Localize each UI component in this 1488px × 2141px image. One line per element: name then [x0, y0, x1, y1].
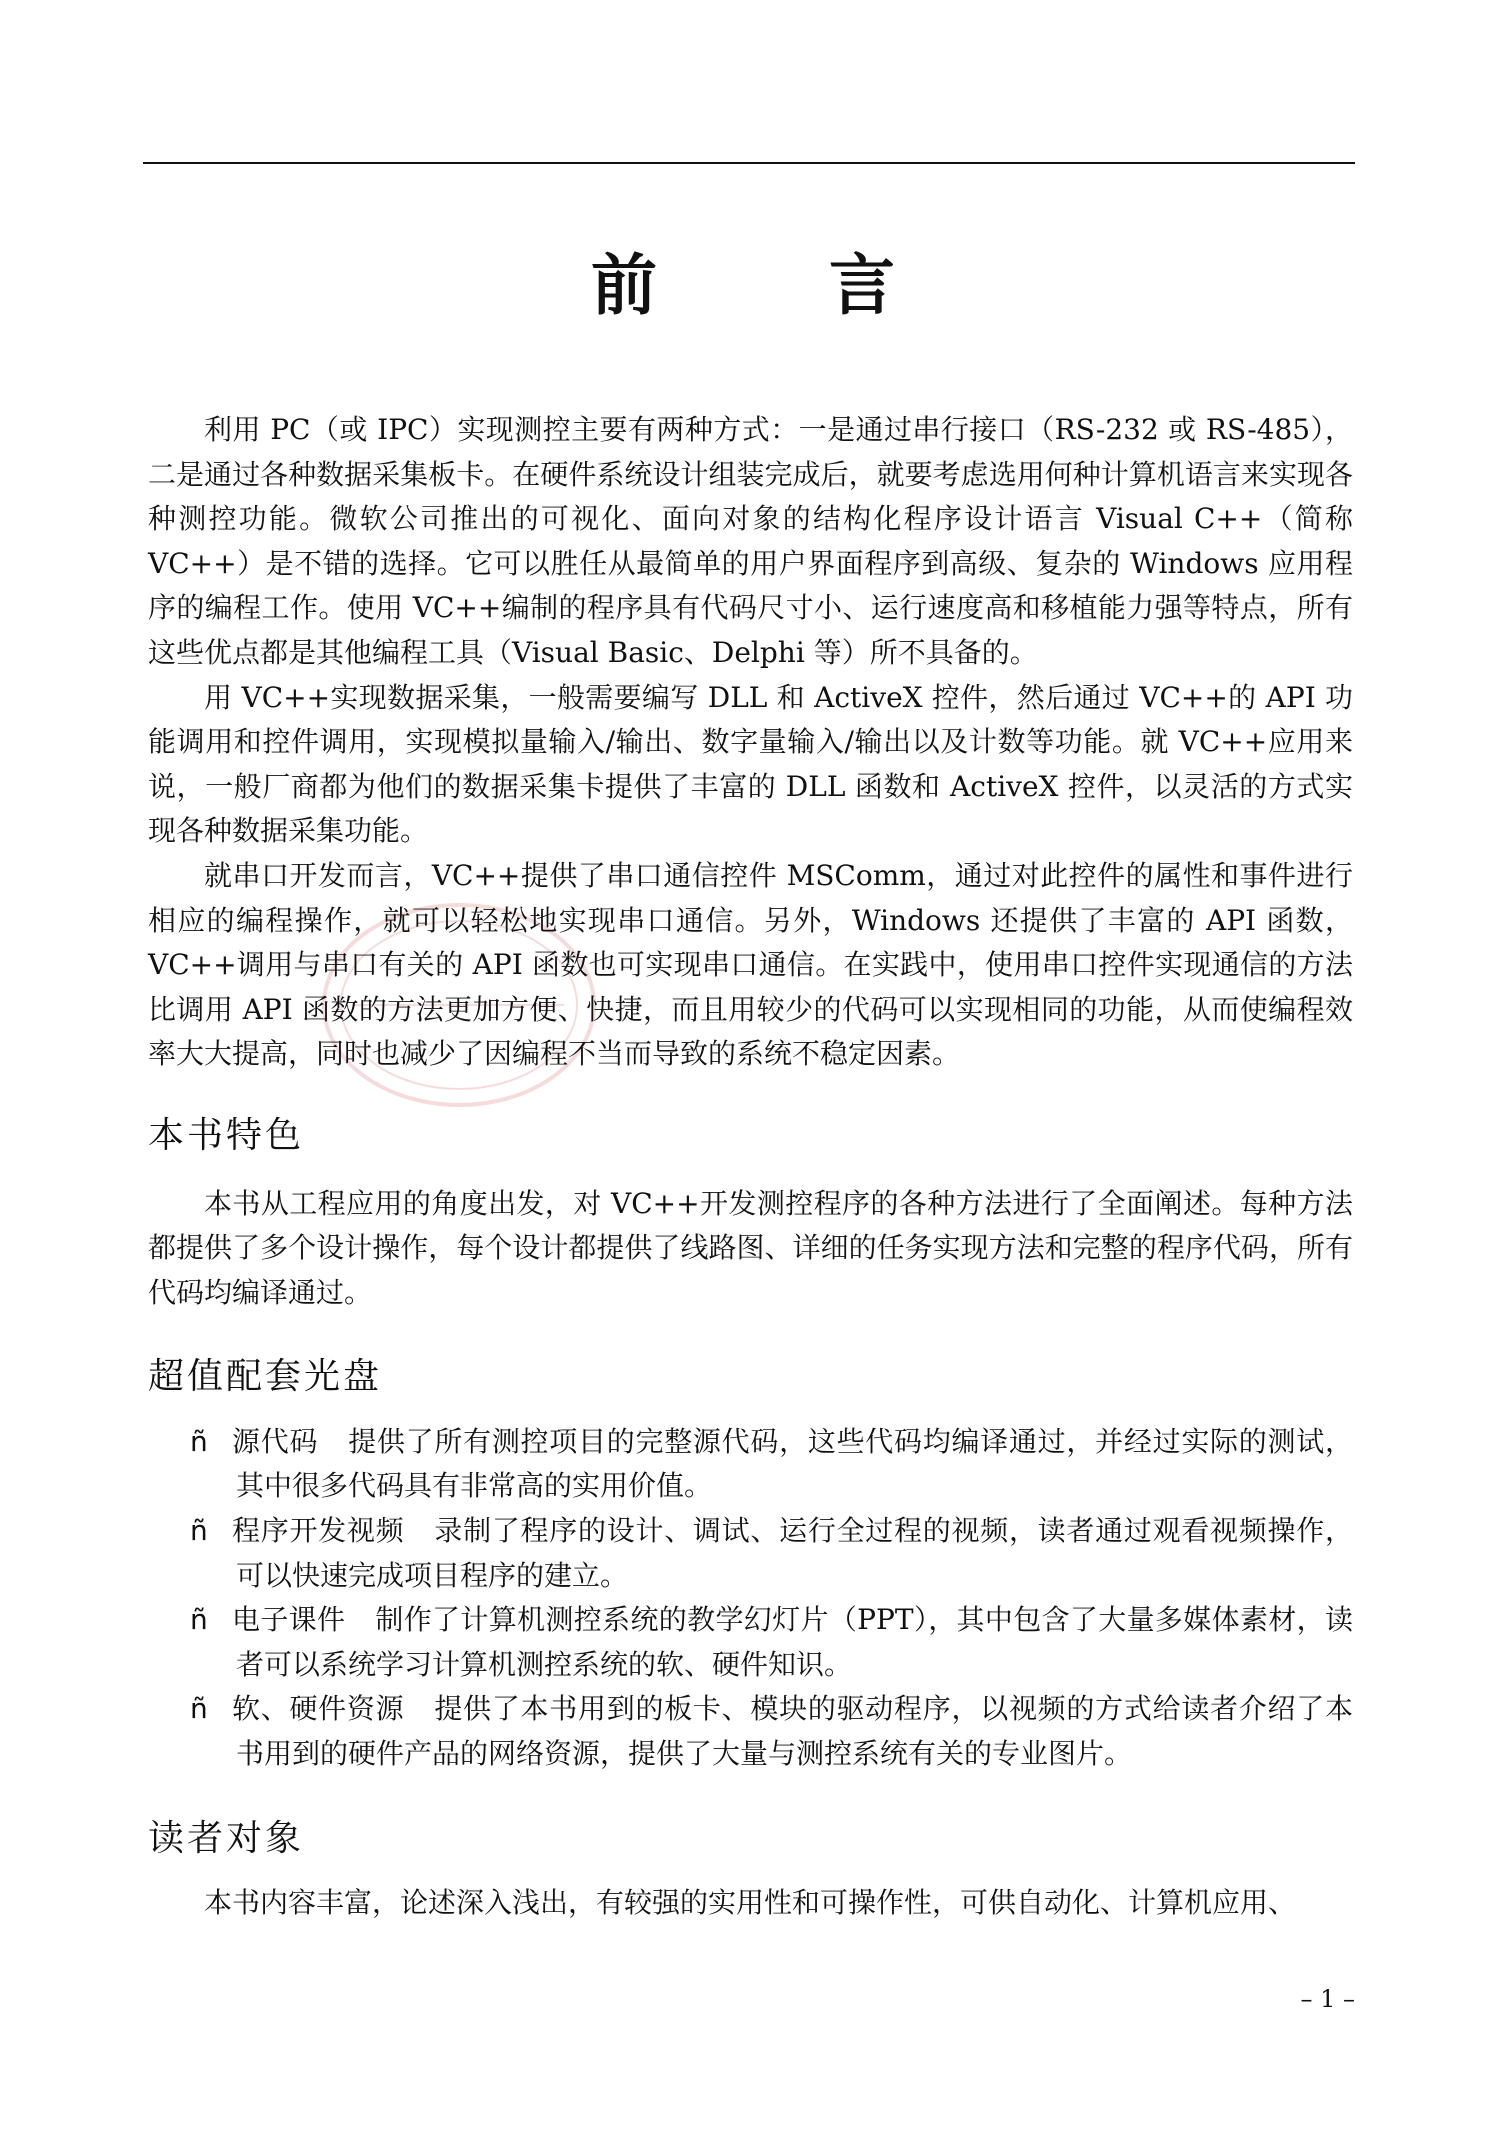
section-heading-readers: 读者对象 — [148, 1817, 305, 1859]
title-char-2: 言 — [829, 247, 897, 324]
intro-paragraph-2: 用 VC++实现数据采集，一般需要编写 DLL 和 ActiveX 控件，然后通过 VC++的 API 功能调用和控件调用，实现模拟量输入/输出、数字量输入/输出以及计数等功能。就 VC++应用来说，一般厂商都为他们的数据采集卡提供了丰富的 DLL 函数和 ActiveX 控件，以灵活的方式实现各种数据采集功能。 — [148, 680, 1353, 848]
bullet-icon: ñ — [190, 1603, 208, 1637]
list-item-text: 提供了本书用到的板卡、模块的驱动程序，以视频的方式给读者介绍了本书用到的硬件产品的网络资源，提供了大量与测控系统有关的专业图片。 — [236, 1692, 1353, 1771]
features-paragraph: 本书从工程应用的角度出发，对 VC++开发测控程序的各种方法进行了全面阐述。每种方法都提供了多个设计操作，每个设计都提供了线路图、详细的任务实现方法和完整的程序代码，所有代码均编译通过。 — [148, 1186, 1353, 1309]
section-heading-features: 本书特色 — [148, 1114, 305, 1156]
disc-list — [148, 1420, 1353, 1777]
section-heading-disc: 超值配套光盘 — [148, 1356, 383, 1398]
title-char-1: 前 — [591, 247, 659, 324]
list-item — [190, 1598, 1353, 1687]
page-number: – 1 – — [1300, 1985, 1355, 2013]
list-item — [190, 1509, 1353, 1598]
header-rule — [143, 162, 1355, 164]
list-item-term: 源代码 — [232, 1424, 319, 1458]
list-item-text: 提供了所有测控项目的完整源代码，这些代码均编译通过，并经过实际的测试，其中很多代码具有非常高的实用价值。 — [236, 1424, 1353, 1503]
list-item-term: 电子课件 — [232, 1603, 346, 1637]
intro-paragraph-1: 利用 PC（或 IPC）实现测控主要有两种方式：一是通过串行接口（RS-232 或 RS-485），二是通过各种数据采集板卡。在硬件系统设计组装完成后，就要考虑选用何种计算机语言来实现各种测控功能。微软公司推出的可视化、面向对象的结构化程序设计语言 Visual C++（简称 VC++）是不错的选择。它可以胜任从最简单的用户界面程序到高级、复杂的 Windows 应用程序的编程工作。使用 VC++编制的程序具有代码尺寸小、运行速度高和移植能力强等特点，所有这些优点都是其他编程工具（Visual Basic、Delphi 等）所不具备的。 — [148, 413, 1353, 669]
list-item-text: 录制了程序的设计、调试、运行全过程的视频，读者通过观看视频操作，可以快速完成项目程序的建立。 — [236, 1514, 1353, 1592]
bullet-icon: ñ — [190, 1424, 208, 1458]
intro-paragraph-3: 就串口开发而言，VC++提供了串口通信控件 MSComm，通过对此控件的属性和事件进行相应的编程操作，就可以轻松地实现串口通信。另外，Windows 还提供了丰富的 API 函数，VC++调用与串口有关的 API 函数也可实现串口通信。在实践中，使用串口控件实现通信的方法比调用 API 函数的方法更加方便、快捷，而且用较少的代码可以实现相同的功能，从而使编程效率大大提高，同时也减少了因编程不当而导致的系统不稳定因素。 — [148, 858, 1353, 1071]
bullet-icon: ñ — [190, 1514, 208, 1548]
list-item-text: 制作了计算机测控系统的教学幻灯片（PPT），其中包含了大量多媒体素材，读者可以系统学习计算机测控系统的软、硬件知识。 — [236, 1603, 1353, 1681]
page-title — [0, 232, 1488, 327]
list-item-term: 软、硬件资源 — [232, 1692, 405, 1726]
list-item — [190, 1420, 1353, 1509]
bullet-icon: ñ — [190, 1692, 208, 1726]
list-item-term: 程序开发视频 — [232, 1514, 405, 1548]
list-item — [190, 1687, 1353, 1776]
readers-paragraph: 本书内容丰富，论述深入浅出，有较强的实用性和可操作性，可供自动化、计算机应用、 — [204, 1886, 1297, 1920]
main-content — [148, 408, 1353, 1926]
